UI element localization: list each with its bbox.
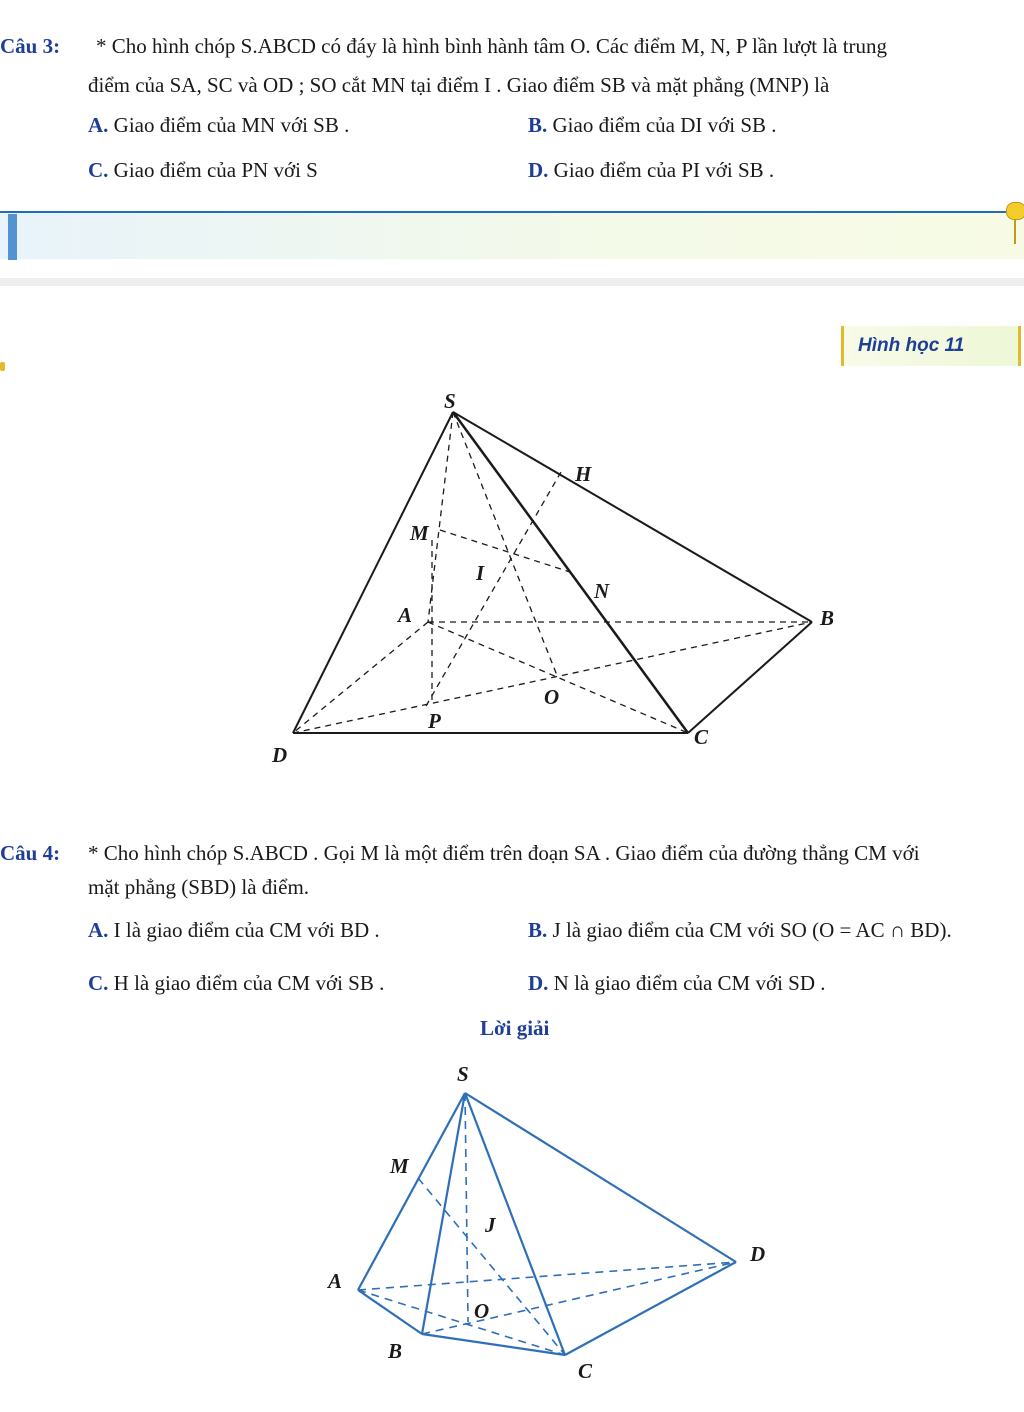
question-3-label: Câu 3:: [0, 34, 61, 58]
question-4-label: Câu 4:: [0, 841, 61, 865]
label-d: D: [272, 743, 288, 767]
option-key: B.: [528, 113, 548, 137]
edge-sd: [293, 412, 453, 733]
option-text: Giao điểm của DI với SB .: [552, 113, 777, 137]
edge-sc: [453, 412, 688, 733]
diag-bd: [293, 622, 812, 733]
option-text: Giao điểm của MN với SB .: [113, 113, 350, 137]
option-key: A.: [88, 918, 109, 942]
diag-ac: [428, 622, 688, 733]
page-header-band: [0, 211, 1024, 259]
question-3-option-a[interactable]: [88, 113, 349, 138]
question-3-option-d[interactable]: [528, 158, 774, 183]
label-b: B: [820, 606, 835, 630]
edge-sb: [453, 412, 812, 622]
option-key: D.: [528, 971, 549, 995]
edge-bc: [688, 622, 812, 733]
option-key: A.: [88, 113, 109, 137]
page-header-marker: [8, 214, 17, 260]
section-badge: [841, 326, 1021, 366]
margin-dot-icon: [0, 362, 5, 371]
question-3-option-c[interactable]: [88, 158, 318, 183]
label-m: M: [410, 521, 429, 545]
edge-ad: [293, 622, 428, 733]
label-n: N: [594, 579, 610, 603]
option-text: H là giao điểm của CM với SB .: [113, 971, 385, 995]
label-h: H: [575, 462, 592, 486]
option-text: J là giao điểm của CM với SO (O = AC ∩ BD).: [552, 918, 952, 942]
label-d: D: [750, 1242, 766, 1266]
question-3-line-2: điểm của SA, SC và OD ; SO cắt MN tại điểm I . Giao điểm SB và mặt phẳng (MNP) là: [88, 73, 830, 97]
edge-ad: [358, 1262, 736, 1290]
question-4-line-2: mặt phẳng (SBD) là điểm.: [88, 875, 310, 899]
edge-sd: [465, 1093, 736, 1262]
page-break: [0, 278, 1024, 286]
label-o: O: [544, 685, 560, 709]
question-4-option-b[interactable]: [528, 918, 952, 943]
line-ph: [426, 472, 561, 706]
label-c: C: [694, 725, 709, 749]
edge-sb: [422, 1093, 465, 1334]
option-text: N là giao điểm của CM với SD .: [553, 971, 826, 995]
label-j: J: [485, 1213, 496, 1237]
option-text: Giao điểm của PN với S: [113, 158, 318, 182]
diag-bd: [422, 1262, 736, 1334]
label-m: M: [390, 1154, 409, 1178]
question-4-option-c[interactable]: [88, 971, 384, 996]
label-a: A: [328, 1269, 343, 1293]
edge-ab: [358, 1290, 422, 1334]
edge-bc: [422, 1334, 565, 1355]
option-key: B.: [528, 918, 548, 942]
question-4-line-1: * Cho hình chóp S.ABCD . Gọi M là một điểm trên đoạn SA . Giao điểm của đường thẳng CM với: [88, 841, 920, 865]
question-4-option-a[interactable]: [88, 918, 380, 943]
header-knob-stem: [1014, 218, 1016, 244]
header-knob-icon: [1006, 202, 1024, 220]
label-c: C: [578, 1359, 593, 1383]
page-header-rule: [0, 211, 1010, 213]
label-s: S: [444, 389, 456, 413]
question-3-line-1: * Cho hình chóp S.ABCD có đáy là hình bình hành tâm O. Các điểm M, N, P lần lượt là trung: [96, 34, 888, 58]
edge-sa: [428, 412, 453, 622]
line-cm: [418, 1178, 565, 1355]
label-b: B: [388, 1339, 403, 1363]
question-4-option-d[interactable]: [528, 971, 826, 996]
option-key: D.: [528, 158, 549, 182]
option-text: Giao điểm của PI với SB .: [553, 158, 775, 182]
label-i: I: [476, 561, 485, 585]
figure-pyramid-q4: [320, 1060, 790, 1400]
solution-title: Lời giải: [480, 1016, 550, 1040]
label-o: O: [474, 1299, 490, 1323]
label-p: P: [428, 709, 441, 733]
question-3-option-b[interactable]: [528, 113, 777, 138]
line-so: [465, 1093, 468, 1322]
option-key: C.: [88, 158, 109, 182]
option-text: I là giao điểm của CM với BD .: [113, 918, 380, 942]
option-key: C.: [88, 971, 109, 995]
label-s: S: [457, 1062, 469, 1086]
line-so: [453, 412, 558, 678]
figure-pyramid-q3: [240, 380, 850, 780]
line-mn: [440, 530, 570, 572]
edge-sa: [358, 1093, 465, 1290]
edge-cd: [565, 1262, 736, 1355]
section-badge-label: Hình học 11: [858, 335, 965, 356]
label-a: A: [398, 603, 413, 627]
